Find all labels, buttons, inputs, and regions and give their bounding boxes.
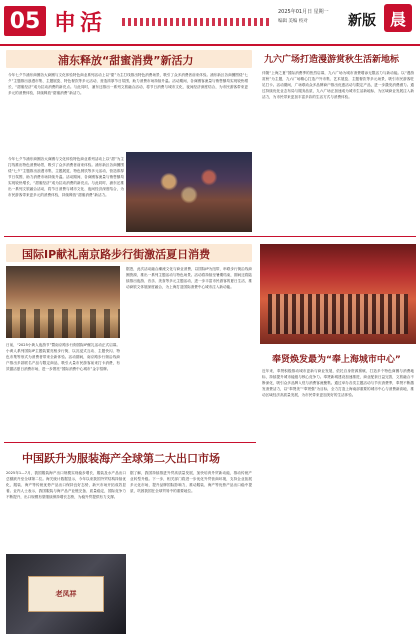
- article-2-headline: 九六广场打造漫游赏秋生活新地标: [264, 55, 400, 65]
- article-3-headline: 国际IP献礼南京路步行街激活夏日消费: [22, 248, 211, 261]
- article-3-body-left: 日前，“2025小黄人夜游节”暨南京路步行街国际IP献礼活动正式启幕。小黄人系列国际IP主题装置亮相步行街，以沉浸式互动、主题快闪、特色市集等形式为消费者带来全新体验。活动期间，南京路步行街沿线商户推出多款联名产品与限定商品，吸引大量市民游客前来打卡消费，有效激活夏日消费市场，进一步擦亮“国际消费中心城市”金字招牌。: [6, 343, 120, 371]
- newspaper-logo: [348, 4, 412, 36]
- sign-board: [28, 576, 105, 611]
- street-crowd-photo: [6, 266, 120, 338]
- article-2-body: 伴随“上海之夏”国际消费季的热烈启幕，九六广场为城市消费增添无限活力与新动能。以“漫游赏秋”为主题，九六广场精心打造户外市集、艺术展览、主题餐饮等多元场景，吸引市民游客驻足打卡。活动期间，广场联动众多品牌商户推出优惠活动与限定产品，进一步激发消费潜力。通过持续优化业态布局与服务品质，九六广场正加速成为城市生活新地标，为区域商业发展注入新活力，为市民带来更加丰富多彩的生活方式与消费体验。: [262, 71, 414, 99]
- section-title: 申活: [54, 11, 107, 36]
- event-stage-photo: [260, 244, 416, 344]
- article-4-headline: 奉贤焕发最为“奉上海城市中心”: [272, 355, 401, 365]
- section-divider-1: [4, 236, 416, 237]
- article-4-body: 近年来，奉贤积极推动城市更新与商业发展，依托自身资源禀赋，打造多个特色商圈与消费地标，持续提升城市能级与核心竞争力。奉贤新城建设加速推进，商业配套日益完善，文旅融合不断深化，吸引众多品牌入驻与消费客流聚集。通过举办各类主题活动与节庆消费季，奉贤不断激发消费活力，以“奉贤美”“奉贤强”为目标，全力打造上海南部重要的城市中心与消费新高地，推动区域经济高质量发展，为市民带来更加美好的生活体验。: [262, 369, 414, 397]
- article-5-headline: 中国跃升为服装海产全球第二大出口市场: [22, 452, 220, 465]
- page-header: [0, 0, 420, 46]
- section-divider-2: [4, 442, 256, 443]
- logo-text: 新版: [348, 13, 376, 29]
- night-street-photo: [126, 152, 252, 232]
- article-5-body-right: 据了解，我国持续推进外贸高质量发展，加快培育外贸新动能，推动传统产业转型升级。下一步，相关部门将进一步优化外贸营商环境，支持企业拓展多元化市场，提升品牌国际影响力，推动服装、海产等优势产品出口稳中提质，巩固我国在全球贸易中的重要地位。: [130, 471, 252, 493]
- publication-date: 2025年01月日 星期一: [278, 9, 329, 15]
- editor-credits: 编辑 美编 校对: [278, 19, 308, 24]
- article-1-body: 今年七夕节浦东商圈各大商圈与文化体验特色商业系列活动上以“甜”为主打线推出特色消费场景，吸引了众多消费者前来体验。浦东新区各商圈围绕“七夕”主题推出浪漫市集、主题展览、特色餐饮等多元活动，营造浓厚节日氛围，助力消费市场持续升温。活动期间，各商圈客流量与销售额均实现较快增长，“甜蜜经济”成为拉动消费的新亮点。与此同时，浦东还推出一系列文旅融合活动，将节日消费与城市文化、夜间经济深度结合，为市民游客带来更多元的消费体验，持续释放“甜蜜消费”新活力。: [8, 73, 248, 95]
- article-1-body-continued: 今年七夕节浦东商圈各大商圈与文化体验特色商业系列活动上以“甜”为主打线推出特色消费场景，吸引了众多消费者前来体验。浦东新区各商圈围绕“七夕”主题推出浪漫市集、主题展览、特色餐饮等多元活动，营造浓厚节日氛围，助力消费市场持续升温。活动期间，各商圈客流量与销售额均实现较快增长，“甜蜜经济”成为拉动消费的新亮点。与此同时，浦东还推出一系列文旅融合活动，将节日消费与城市文化、夜间经济深度结合，为市民游客带来更多元的消费体验，持续释放“甜蜜消费”新活力。: [8, 157, 124, 197]
- sign-text: 老凤祥: [55, 588, 77, 598]
- sign-board-photo: [6, 554, 126, 634]
- issue-number-badge: 05: [4, 6, 46, 36]
- article-5-body-left: 2025年1—7月，我国服装海产出口规模实现稳步增长，服装及水产品出口总额跃升至全球第二位。海关统计数据显示，今年以来我国外贸结构持续优化，服装、海产等传统优势产品出口保持良好态势，新兴市场开拓成效显著。业内人士表示，我国服装与海产品产业链完备、质量稳定，国际竞争力不断提升，出口规模有望继续保持增长态势，为稳外贸提供有力支撑。: [6, 471, 126, 499]
- article-3-body-right: 据悉，此次活动融合潮流文化与商业消费，以国际IP为纽带，串联步行街沿线商圈资源，推出一系列主题活动与特色场景。活动将持续至暑期结束，期间还将陆续推出夜游、音乐、美食等多元主题活动，进一步丰富市民游客的夏日生活，推动商旅文体展深度融合，为上海打造国际消费中心城市注入新动能。: [126, 267, 252, 289]
- decorative-stripes: [122, 18, 272, 26]
- article-1-headline: 浦东释放“甜蜜消费”新活力: [58, 54, 194, 67]
- logo-stamp: 晨: [384, 4, 412, 32]
